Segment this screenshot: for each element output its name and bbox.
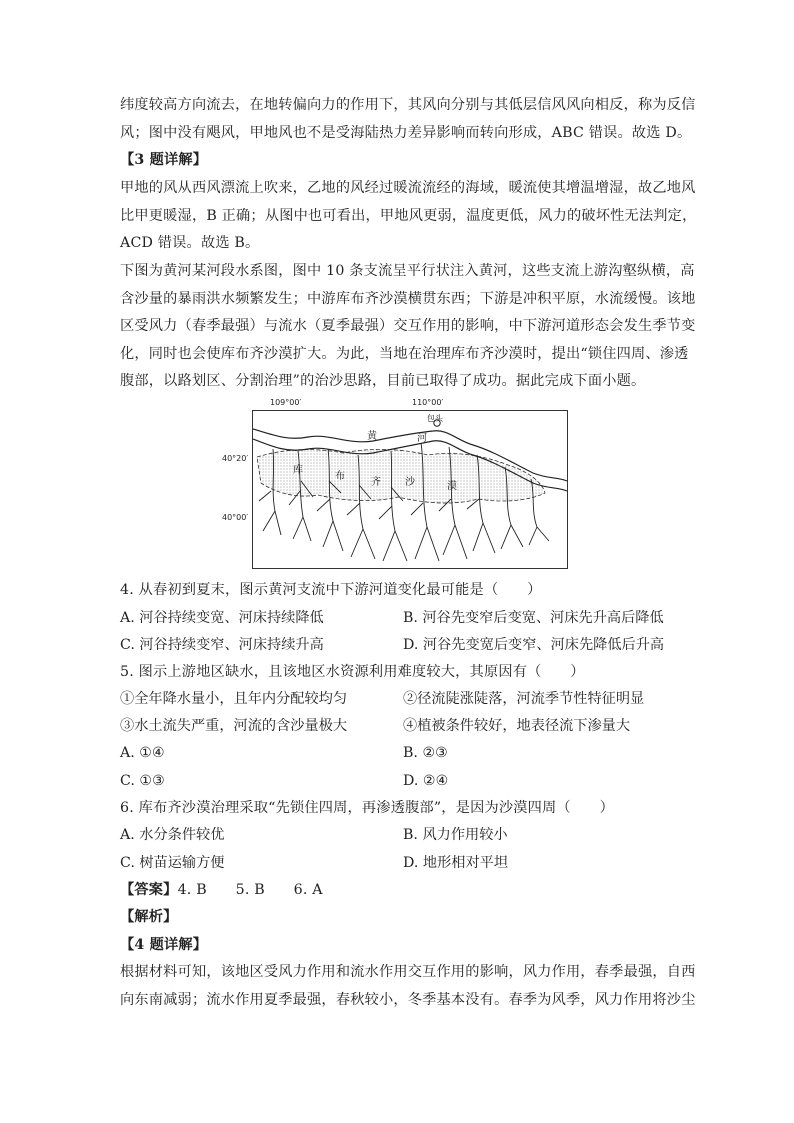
option-b[interactable]: B. 河谷先变窄后变宽、河床先升高后降低	[403, 610, 664, 626]
map-drawing	[253, 411, 567, 568]
city-label: 包头	[427, 414, 443, 423]
river-name-char: 黄	[367, 431, 377, 442]
option-a[interactable]: A. 水分条件较优	[120, 827, 225, 843]
question-stem: 4. 从春初到夏末，图示黄河支流中下游河道变化最可能是（ ）	[120, 582, 542, 598]
paragraph-line: 下图为黄河某河段水系图，图中 10 条支流呈平行状注入黄河，这些支流上游沟壑纵横，高	[120, 263, 695, 279]
option-b[interactable]: B. ②③	[403, 745, 448, 761]
paragraph-line: 向东南减弱；流水作用夏季最强，春秋较小，冬季基本没有。春季为风季，风力作用将沙尘	[120, 992, 696, 1008]
longitude-label: 109°00′	[270, 398, 302, 407]
question-stem: 6. 库布齐沙漠治理采取“先锁住四周，再渗透腹部”，是因为沙漠四周（ ）	[120, 800, 614, 816]
option-c[interactable]: C. 河谷持续变窄、河床持续升高	[120, 637, 324, 653]
paragraph-line: 含沙量的暴雨洪水频繁发生；中游库布齐沙漠横贯东西；下游是冲积平原，水流缓慢。该地	[120, 291, 696, 307]
paragraph-line: 比甲更暖湿，B 正确；从图中也可看出，甲地风更弱，温度更低，风力的破坏性无法判定，	[120, 208, 697, 224]
desert-name-char: 沙	[405, 477, 415, 488]
paragraph-line: 根据材料可知，该地区受风力作用和流水作用交互作用的影响，风力作用，春季最强，自西	[120, 964, 696, 980]
latitude-label: 40°20′	[222, 454, 249, 463]
statement: ②径流陡涨陡落，河流季节性特征明显	[403, 691, 645, 707]
section-heading: 【4 题详解】	[120, 937, 208, 953]
question-stem: 5. 图示上游地区缺水，且该地区水资源利用难度较大，其原因有（ ）	[120, 664, 585, 680]
option-c[interactable]: C. ①③	[120, 773, 165, 789]
paragraph-line: 腹部，以路划区、分割治理”的治沙思路，目前已取得了成功。据此完成下面小题。	[120, 373, 646, 389]
answer-values: 4. B 5. B 6. A	[177, 882, 323, 898]
option-c[interactable]: C. 树苗运输方便	[120, 855, 225, 871]
statement: ④植被条件较好，地表径流下渗量大	[403, 718, 631, 734]
desert-name-char: 布	[335, 471, 345, 482]
desert-name-char: 漠	[447, 481, 457, 492]
option-d[interactable]: D. ②④	[403, 773, 449, 789]
river-name-char: 河	[417, 433, 427, 444]
analysis-label: 【解析】	[120, 909, 178, 925]
latitude-label: 40°00′	[222, 513, 249, 522]
paragraph-line: ACD 错误。故选 B。	[120, 235, 260, 251]
answer-label: 【答案】	[120, 882, 178, 898]
option-d[interactable]: D. 河谷先变宽后变窄、河床先降低后升高	[403, 637, 665, 653]
desert-name-char: 齐	[371, 477, 381, 488]
statement: ①全年降水量小，且年内分配较均匀	[120, 691, 348, 707]
river-system-map	[222, 396, 570, 570]
option-d[interactable]: D. 地形相对平坦	[403, 855, 509, 871]
option-a[interactable]: A. 河谷持续变宽、河床持续降低	[120, 610, 324, 626]
answer-row	[120, 880, 680, 900]
longitude-label: 110°00′	[412, 398, 444, 407]
paragraph-line: 纬度较高方向流去，在地转偏向力的作用下，其风向分别与其低层信风风向相反，称为反信	[120, 97, 696, 113]
map-frame	[252, 410, 568, 569]
statement: ③水土流失严重，河流的含沙量极大	[120, 718, 348, 734]
paragraph-line: 甲地的风从西风漂流上吹来，乙地的风经过暖流流经的海域，暖流使其增温增湿，故乙地风	[120, 180, 696, 196]
paragraph-line: 区受风力（春季最强）与流水（夏季最强）交互作用的影响，中下游河道形态会发生季节变	[120, 318, 696, 334]
section-heading: 【3 题详解】	[120, 152, 208, 168]
paragraph-line: 化，同时也会使库布齐沙漠扩大。为此，当地在治理库布齐沙漠时，提出“锁住四周、渗透	[120, 346, 689, 362]
option-b[interactable]: B. 风力作用较小	[403, 827, 508, 843]
desert-name-char: 库	[293, 465, 303, 476]
paragraph-line: 风；图中没有飓风，甲地风也不是受海陆热力差异影响而转向形成，ABC 错误。故选 D。	[120, 125, 692, 141]
option-a[interactable]: A. ①④	[120, 745, 165, 761]
